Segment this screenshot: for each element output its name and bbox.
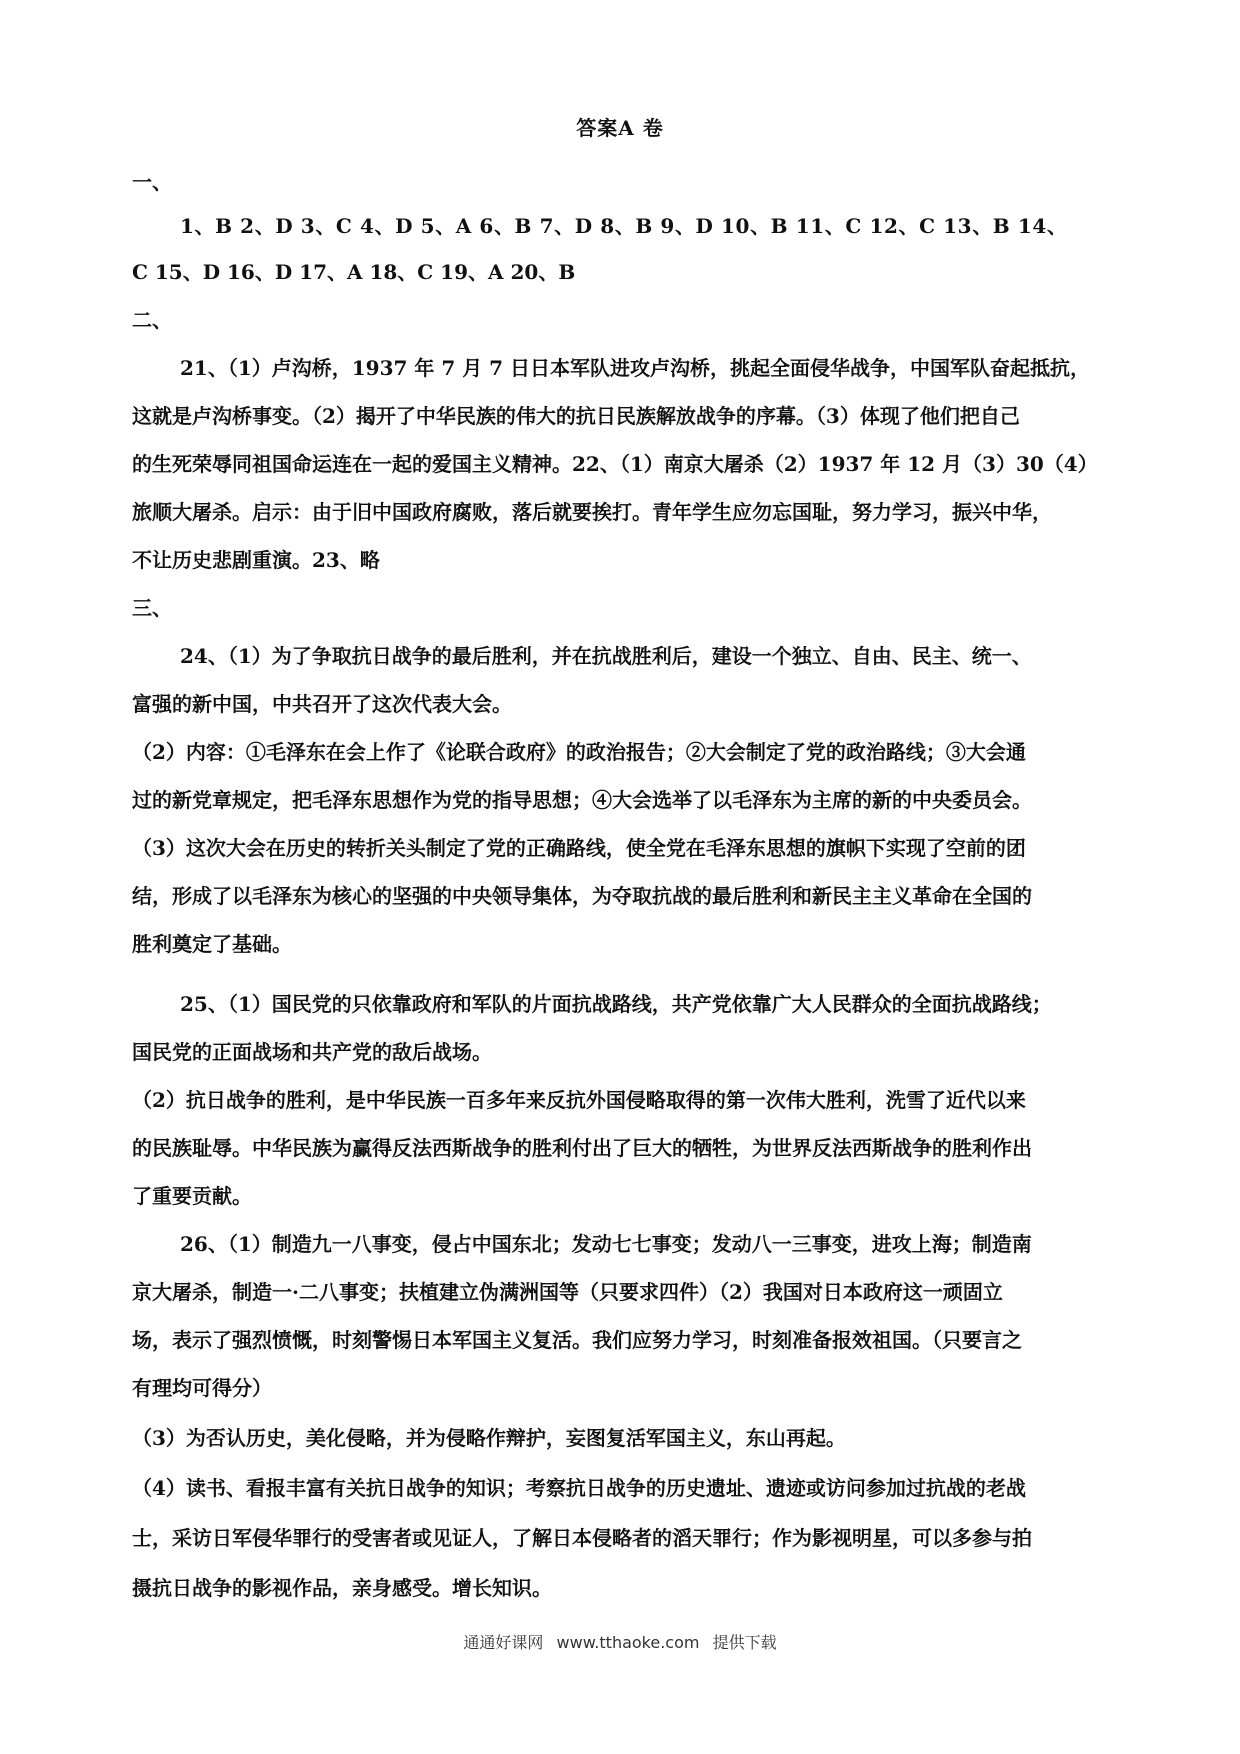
answer-line-13: 结，形成了以毛泽东为核心的坚强的中央领导集体，为夺取抗战的最后胜利和新民主主义革命在全国的 [132, 884, 1032, 908]
answer-line-11: 过的新党章规定，把毛泽东思想作为党的指导思想；④大会选举了以毛泽东为主席的新的中央委员会。 [132, 788, 1032, 812]
page-title: 答案A 卷 [576, 116, 664, 140]
answer-line-24: （3）为否认历史，美化侵略，并为侵略作辩护，妄图复活军国主义，东山再起。 [132, 1426, 846, 1450]
answer-line-25: （4）读书、看报丰富有关抗日战争的知识；考察抗日战争的历史遗址、遗迹或访问参加过抗战的老战 [132, 1476, 1026, 1500]
answer-line-5: 的生死荣辱同祖国命运连在一起的爱国主义精神。22、（1）南京大屠杀（2）1937 年 12 月（3）30（4） [132, 452, 1098, 476]
answer-line-7: 不让历史悲剧重演。23、略 [132, 548, 380, 572]
answer-line-22: 场，表示了强烈愤慨，时刻警惕日本军国主义复活。我们应努力学习，时刻准备报效祖国。（只要言之 [132, 1328, 1022, 1352]
page-footer [0, 1630, 1240, 1653]
answer-line-20: 26、（1）制造九一八事变，侵占中国东北；发动七七事变；发动八一三事变，进攻上海；制造南 [180, 1232, 1032, 1256]
answer-line-2: C 15、D 16、D 17、A 18、C 19、A 20、B [132, 260, 576, 284]
answer-line-10: （2）内容：①毛泽东在会上作了《论联合政府》的政治报告；②大会制定了党的政治路线；③大会通 [132, 740, 1026, 764]
answer-line-3: 21、（1）卢沟桥，1937 年 7 月 7 日日本军队进攻卢沟桥，挑起全面侵华战争，中国军队奋起抵抗， [180, 356, 1091, 380]
answer-line-18: 的民族耻辱。中华民族为赢得反法西斯战争的胜利付出了巨大的牺牲，为世界反法西斯战争的胜利作出 [132, 1136, 1032, 1160]
answer-line-15: 25、（1）国民党的只依靠政府和军队的片面抗战路线，共产党依靠广大人民群众的全面抗战路线； [180, 992, 1052, 1016]
answer-line-6: 旅顺大屠杀。启示：由于旧中国政府腐败，落后就要挨打。青年学生应勿忘国耻，努力学习，振兴中华， [132, 500, 1052, 524]
answer-line-19: 了重要贡献。 [132, 1184, 252, 1208]
answer-line-21: 京大屠杀，制造一·二八事变；扶植建立伪满洲国等（只要求四件）（2）我国对日本政府这一顽固立 [132, 1280, 1003, 1304]
answer-line-14: 胜利奠定了基础。 [132, 932, 292, 956]
footer-tagline: 提供下载 [712, 1633, 777, 1652]
footer-url[interactable]: www.tthaoke.com [556, 1633, 700, 1652]
section-heading-2: 二、 [132, 308, 172, 332]
answer-line-12: （3）这次大会在历史的转折关头制定了党的正确路线，使全党在毛泽东思想的旗帜下实现了空前的团 [132, 836, 1026, 860]
answer-line-9: 富强的新中国，中共召开了这次代表大会。 [132, 692, 512, 716]
answer-line-16: 国民党的正面战场和共产党的敌后战场。 [132, 1040, 492, 1064]
answer-line-8: 24、（1）为了争取抗日战争的最后胜利，并在抗战胜利后，建设一个独立、自由、民主、统一、 [180, 644, 1032, 668]
section-heading-3: 三、 [132, 596, 172, 620]
answer-line-26: 士，采访日军侵华罪行的受害者或见证人，了解日本侵略者的滔天罪行；作为影视明星，可以多参与拍 [132, 1526, 1032, 1550]
answer-line-27: 摄抗日战争的影视作品，亲身感受。增长知识。 [132, 1576, 552, 1600]
section-heading-1: 一、 [132, 170, 172, 194]
answer-line-1: 1、B 2、D 3、C 4、D 5、A 6、B 7、D 8、B 9、D 10、B 11、C 12、C 13、B 14、 [180, 214, 1068, 238]
answer-line-17: （2）抗日战争的胜利，是中华民族一百多年来反抗外国侵略取得的第一次伟大胜利，洗雪了近代以来 [132, 1088, 1026, 1112]
answer-line-4: 这就是卢沟桥事变。（2）揭开了中华民族的伟大的抗日民族解放战争的序幕。（3）体现了他们把自己 [132, 404, 1020, 428]
footer-site-name: 通通好课网 [463, 1633, 544, 1652]
answer-line-23: 有理均可得分） [132, 1376, 272, 1400]
